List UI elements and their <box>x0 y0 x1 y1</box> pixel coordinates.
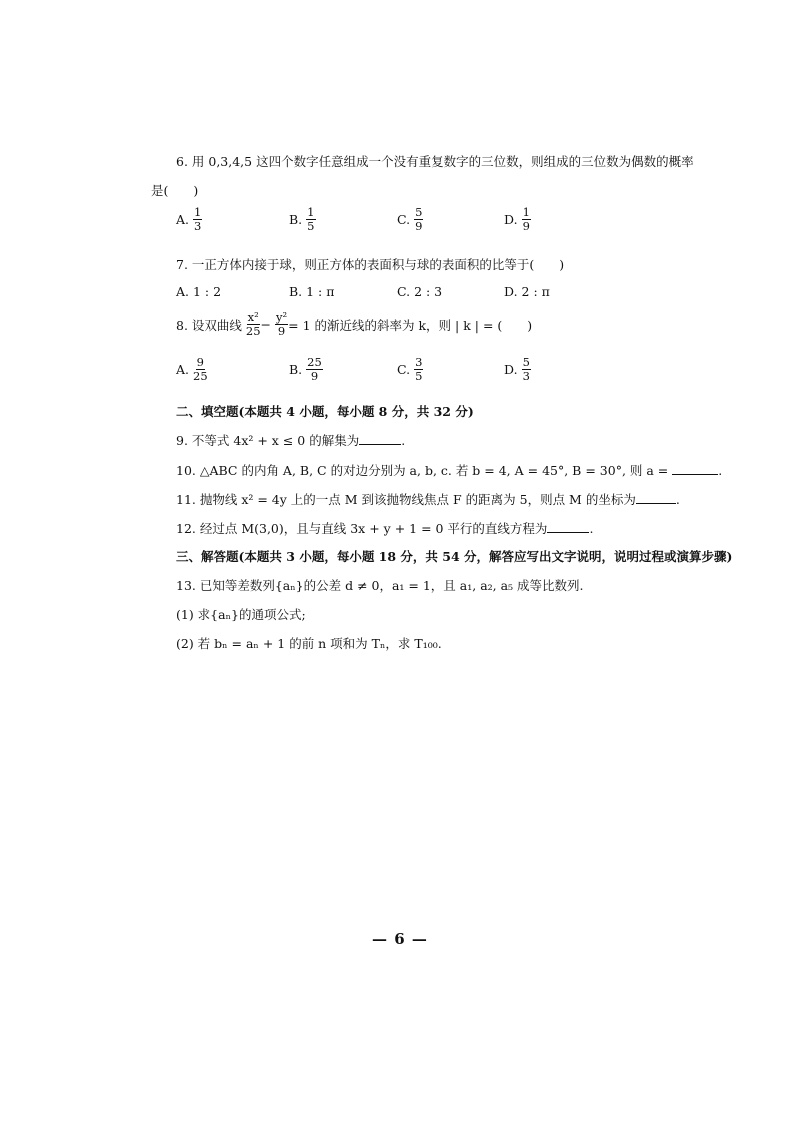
answer-blank <box>672 464 718 475</box>
q7-option-b: B. 1 : π <box>289 284 335 299</box>
q7-option-d: D. 2 : π <box>504 284 550 299</box>
q13-text: 13. 已知等差数列{aₙ}的公差 d ≠ 0，a₁ = 1，且 a₁, a₂, a₅ 成等比数列. <box>176 578 584 593</box>
fraction: $\frac{5}{3}$ <box>522 355 530 383</box>
q12: 12. 经过点 M(3,0)，且与直线 3x + y + 1 = 0 平行的直线方程为 . <box>176 521 594 536</box>
section-solution-heading: 三、解答题(本题共 3 小题，每小题 18 分，共 54 分，解答应写出文字说明，说明过程或演算步骤) <box>176 549 733 564</box>
q8-text: 8. 设双曲线 $\frac{\text{x²}}{25}$ − $\frac{\text{y²}}{9}$ = 1 的渐近线的斜率为 k，则 | k | = ( ) <box>176 310 533 338</box>
fraction: $\frac{9}{25}$ <box>193 355 208 383</box>
q9: 9. 不等式 4x² + x ≤ 0 的解集为 . <box>176 433 406 448</box>
q8-option-a: A. $\frac{9}{25}$ <box>176 355 208 383</box>
fraction: $\frac{3}{5}$ <box>415 355 423 383</box>
q6-line1: 6. 用 0,3,4,5 这四个数字任意组成一个没有重复数字的三位数，则组成的三位数为偶数的概率 <box>176 154 694 169</box>
fraction: $\frac{25}{9}$ <box>307 355 322 383</box>
fraction: $\frac{\text{y²}}{9}$ <box>276 310 288 338</box>
answer-blank <box>359 434 401 445</box>
q11: 11. 抛物线 x² = 4y 上的一点 M 到该抛物线焦点 F 的距离为 5，则点 M 的坐标为 . <box>176 492 680 507</box>
answer-blank <box>547 522 589 533</box>
fraction: $\frac{1}{9}$ <box>522 205 530 233</box>
q7-option-a: A. 1 : 2 <box>176 284 222 299</box>
q6-option-d: D. $\frac{1}{9}$ <box>504 205 530 233</box>
fraction: $\frac{\text{x²}}{25}$ <box>245 310 261 338</box>
q10: 10. △ABC 的内角 A, B, C 的对边分别为 a, b, c. 若 b = 4, A = 45°, B = 30°, 则 a = . <box>176 463 723 478</box>
section-fill-in-heading: 二、填空题(本题共 4 小题，每小题 8 分，共 32 分) <box>176 404 474 419</box>
q6-option-b: B. $\frac{1}{5}$ <box>289 205 315 233</box>
q8-option-b: B. $\frac{25}{9}$ <box>289 355 322 383</box>
q6-option-c: C. $\frac{5}{9}$ <box>397 205 423 233</box>
fraction: $\frac{5}{9}$ <box>415 205 423 233</box>
fraction: $\frac{1}{5}$ <box>307 205 315 233</box>
q7-text: 7. 一正方体内接于球，则正方体的表面积与球的表面积的比等于( ) <box>176 257 565 272</box>
q8-option-c: C. $\frac{3}{5}$ <box>397 355 423 383</box>
q8-option-d: D. $\frac{5}{3}$ <box>504 355 530 383</box>
q7-option-c: C. 2 : 3 <box>397 284 443 299</box>
page-number: — 6 — <box>372 930 428 948</box>
fraction: $\frac{1}{3}$ <box>194 205 202 233</box>
q13-part2: (2) 若 bₙ = aₙ + 1 的前 n 项和为 Tₙ，求 T₁₀₀. <box>176 636 442 651</box>
answer-blank <box>636 493 676 504</box>
q6-line2: 是( ) <box>151 183 199 198</box>
q6-option-a: A. $\frac{1}{3}$ <box>176 205 202 233</box>
q13-part1: (1) 求{aₙ}的通项公式; <box>176 607 306 622</box>
